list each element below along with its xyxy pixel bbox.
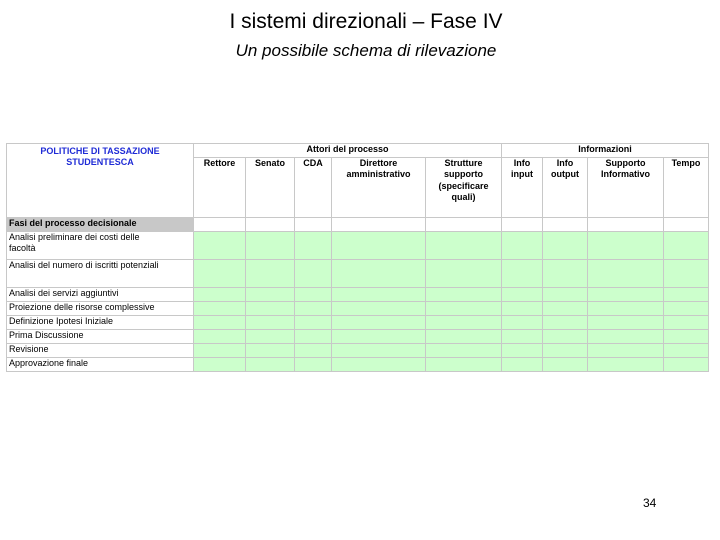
data-cell [332, 288, 426, 302]
data-cell [194, 232, 246, 260]
data-cell [664, 344, 709, 358]
data-cell [295, 260, 332, 288]
data-cell [543, 316, 588, 330]
data-cell [588, 344, 664, 358]
column-header-rettore: Rettore [194, 158, 246, 218]
data-cell [588, 358, 664, 372]
survey-table [6, 143, 709, 372]
data-cell [246, 358, 295, 372]
data-cell [295, 316, 332, 330]
table-row [7, 232, 709, 260]
data-cell [295, 344, 332, 358]
data-cell [332, 330, 426, 344]
data-cell [664, 302, 709, 316]
header-cell [332, 218, 426, 232]
column-header-direttore: Direttore amministrativo [332, 158, 426, 218]
data-cell [426, 232, 502, 260]
phase-label: Revisione [7, 344, 194, 358]
data-cell [543, 358, 588, 372]
phase-label: Analisi dei servizi aggiuntivi [7, 288, 194, 302]
data-cell [295, 302, 332, 316]
data-cell [543, 232, 588, 260]
data-cell [588, 330, 664, 344]
data-cell [246, 344, 295, 358]
slide-title: I sistemi direzionali – Fase IV [229, 10, 503, 33]
data-cell [246, 302, 295, 316]
data-cell [246, 288, 295, 302]
data-cell [664, 316, 709, 330]
column-header-strutture: Strutture supporto (specificare quali) [426, 158, 502, 218]
table-row [7, 288, 709, 302]
header-cell [246, 218, 295, 232]
data-cell [502, 316, 543, 330]
table-row [7, 330, 709, 344]
data-cell [332, 344, 426, 358]
header-cell [543, 218, 588, 232]
data-cell [194, 260, 246, 288]
column-header-supporto: Supporto Informativo [588, 158, 664, 218]
data-cell [194, 316, 246, 330]
header-cell [194, 218, 246, 232]
data-cell [295, 288, 332, 302]
column-header-tempo: Tempo [664, 158, 709, 218]
header-cell [295, 218, 332, 232]
column-header-cda: CDA [295, 158, 332, 218]
data-cell [332, 316, 426, 330]
slide-subtitle: Un possibile schema di rilevazione [235, 41, 497, 60]
data-cell [194, 288, 246, 302]
phase-label: Proiezione delle risorse complessive [7, 302, 194, 316]
column-header-info-output: Info output [543, 158, 588, 218]
data-cell [588, 260, 664, 288]
policy-title: POLITICHE DI TASSAZIONE STUDENTESCA [7, 144, 194, 218]
phase-label: Approvazione finale [7, 358, 194, 372]
data-cell [194, 344, 246, 358]
phase-label: Definizione Ipotesi Iniziale [7, 316, 194, 330]
phase-label: Analisi del numero di iscritti potenziali [7, 260, 194, 288]
info-group-header: Informazioni [502, 144, 709, 158]
actors-group-header: Attori del processo [194, 144, 502, 158]
data-cell [543, 330, 588, 344]
data-cell [332, 260, 426, 288]
data-cell [664, 260, 709, 288]
data-cell [502, 288, 543, 302]
data-cell [246, 260, 295, 288]
phase-label: Analisi preliminare dei costi delle facoltà [7, 232, 194, 260]
header-cell [426, 218, 502, 232]
data-cell [664, 288, 709, 302]
data-cell [502, 358, 543, 372]
data-cell [502, 330, 543, 344]
data-cell [426, 302, 502, 316]
phase-label: Prima Discussione [7, 330, 194, 344]
data-cell [332, 232, 426, 260]
page-number: 34 [643, 496, 657, 510]
data-cell [664, 232, 709, 260]
header-cell [664, 218, 709, 232]
data-cell [588, 288, 664, 302]
column-header-info-input: Info input [502, 158, 543, 218]
data-cell [502, 302, 543, 316]
header-cell [502, 218, 543, 232]
data-cell [588, 316, 664, 330]
data-cell [426, 316, 502, 330]
data-cell [246, 330, 295, 344]
data-cell [426, 344, 502, 358]
data-cell [588, 302, 664, 316]
data-cell [295, 330, 332, 344]
phases-header: Fasi del processo decisionale [7, 218, 194, 232]
data-cell [246, 232, 295, 260]
data-cell [426, 358, 502, 372]
table-row [7, 302, 709, 316]
data-cell [426, 288, 502, 302]
data-cell [295, 358, 332, 372]
table-row [7, 358, 709, 372]
data-cell [502, 232, 543, 260]
data-cell [295, 232, 332, 260]
table-row [7, 260, 709, 288]
data-cell [543, 288, 588, 302]
data-cell [426, 260, 502, 288]
data-cell [332, 302, 426, 316]
data-cell [426, 330, 502, 344]
data-cell [502, 344, 543, 358]
data-cell [543, 344, 588, 358]
table-row [7, 316, 709, 330]
data-cell [194, 330, 246, 344]
data-cell [543, 302, 588, 316]
data-cell [588, 232, 664, 260]
column-header-senato: Senato [246, 158, 295, 218]
data-cell [664, 330, 709, 344]
data-cell [664, 358, 709, 372]
data-cell [543, 260, 588, 288]
table-row [7, 344, 709, 358]
header-cell [588, 218, 664, 232]
data-cell [502, 260, 543, 288]
data-cell [246, 316, 295, 330]
data-cell [194, 302, 246, 316]
data-cell [194, 358, 246, 372]
data-cell [332, 358, 426, 372]
